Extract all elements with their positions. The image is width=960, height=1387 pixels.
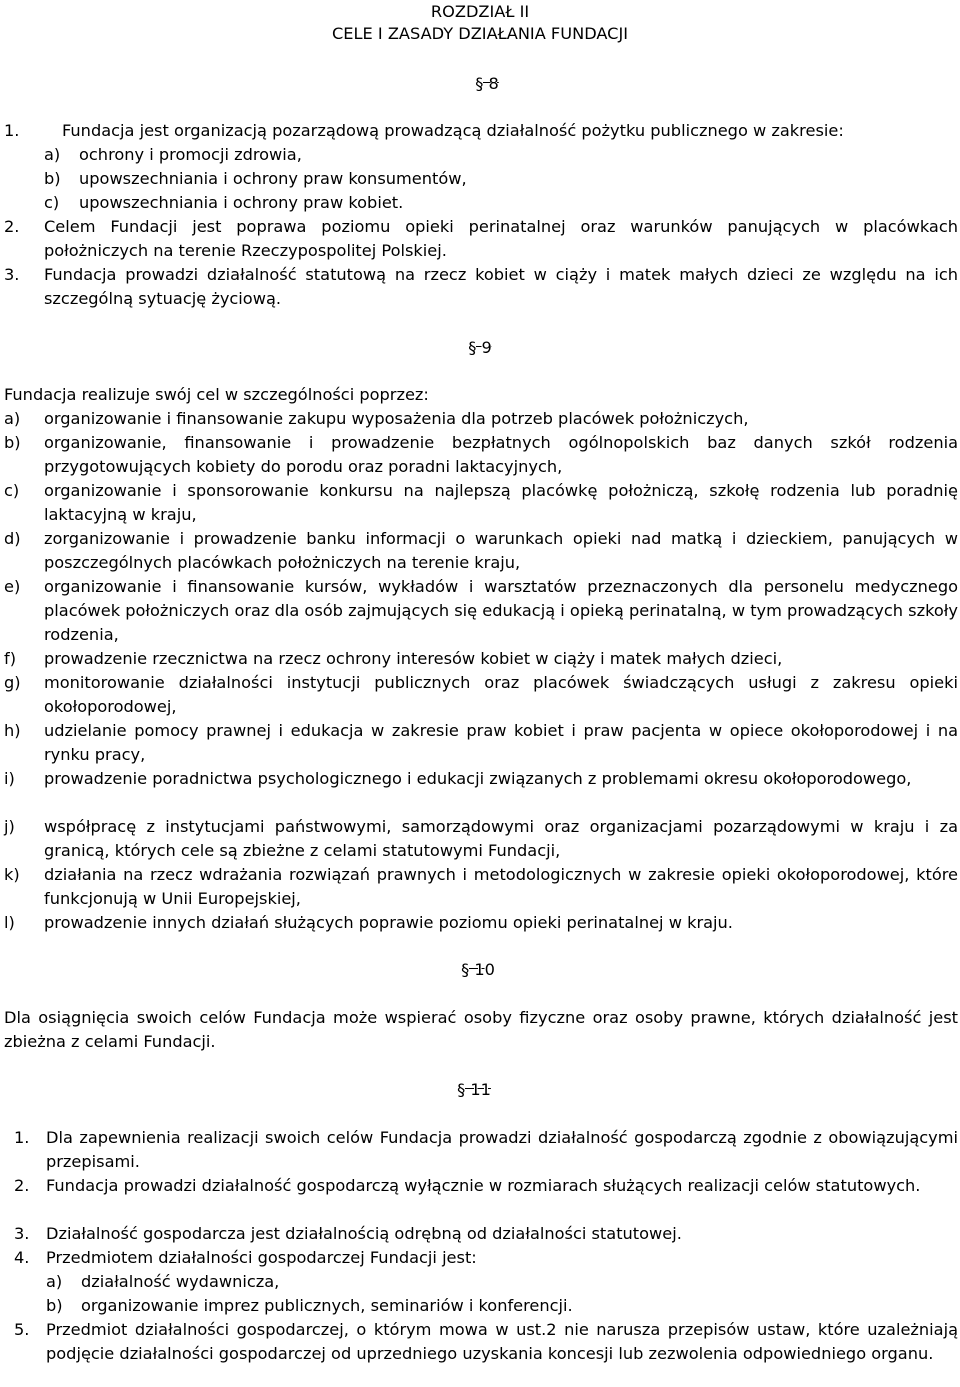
item-label: b) (4, 433, 21, 452)
item-label: k) (4, 865, 20, 884)
item-label: a) (46, 1272, 63, 1291)
item-label: c) (44, 193, 60, 212)
item-label: b) (46, 1296, 63, 1315)
item-text: Fundacja prowadzi działalność statutową na rzecz kobiet w ciąży i matek małych dzieci ze względu na ich szczególną sytuację życiową. (44, 265, 958, 308)
item-text: ochrony i promocji zdrowia, (79, 145, 302, 164)
item-text: działalność wydawnicza, (81, 1272, 280, 1291)
item-number: 5. (14, 1320, 30, 1339)
item-label: a) (4, 409, 21, 428)
item-number: 2. (4, 217, 20, 236)
item-text: organizowanie i sponsorowanie konkursu na najlepszą placówkę położniczą, szkołę rodzenia lub poradnię laktacyjną w kraju, (44, 481, 958, 524)
item-label: f) (4, 649, 17, 668)
item-text: Dla zapewnienia realizacji swoich celów Fundacja prowadzi działalność gospodarczą zgodnie z obowiązującymi przepisami. (46, 1128, 958, 1171)
item-number: 4. (14, 1248, 30, 1267)
item-text: prowadzenie innych działań służących poprawie poziomu opieki perinatalnej w kraju. (44, 913, 733, 932)
item-text: zorganizowanie i prowadzenie banku informacji o warunkach opieki nad matką i dzieckiem, panujących w poszczególnych placówkach położniczych na terenie kraju, (44, 529, 958, 572)
item-text: Przedmiot działalności gospodarczej, o którym mowa w ust.2 nie narusza przepisów ustaw, które uzależniają podjęcie działalności gospodarczej od uprzedniego uzyskania koncesji lub zezwolenia odpowiedniego organu. (46, 1320, 958, 1363)
chapter-subtitle: CELE I ZASADY DZIAŁANIA FUNDACJI (331, 24, 629, 43)
item-number: 3. (4, 265, 20, 284)
item-text: współpracę z instytucjami państwowymi, samorządowymi oraz organizacjami pozarządowymi w kraju i za granicą, których cele są zbieżne z celami statutowymi Fundacji, (44, 817, 958, 860)
item-text: organizowanie i finansowanie zakupu wyposażenia dla potrzeb placówek położniczych, (44, 409, 749, 428)
item-text: Celem Fundacji jest poprawa poziomu opieki perinatalnej oraz warunków panujących w placówkach położniczych na terenie Rzeczypospolitej Polskiej. (44, 217, 958, 260)
item-label: c) (4, 481, 20, 500)
item-number: 1. (4, 121, 20, 140)
section-10-heading: § 10 (461, 960, 495, 979)
item-text: upowszechniania i ochrony praw konsumentów, (79, 169, 467, 188)
chapter-title: ROZDZIAŁ II (430, 2, 530, 21)
item-text: Przedmiotem działalności gospodarczej Fundacji jest: (46, 1248, 477, 1267)
item-label: i) (4, 769, 15, 788)
item-label: b) (44, 169, 61, 188)
section-9-heading: § 9 (468, 338, 492, 357)
item-text: organizowanie i finansowanie kursów, wykładów i warsztatów przeznaczonych dla personelu medycznego placówek położniczych oraz dla osób zajmujących się edukacją i opieką perinatalną, w tym prowadzących szkoły rodzenia, (44, 577, 958, 644)
item-text: prowadzenie rzecznictwa na rzecz ochrony interesów kobiet w ciąży i matek małych dzieci, (44, 649, 783, 668)
item-text: działania na rzecz wdrażania rozwiązań prawnych i metodologicznych w zakresie opieki okołoporodowej, które funkcjonują w Unii Europejskiej, (44, 865, 958, 908)
item-label: h) (4, 721, 21, 740)
item-label: l) (4, 913, 15, 932)
item-label: e) (4, 577, 21, 596)
item-text: upowszechniania i ochrony praw kobiet. (79, 193, 404, 212)
s10-paragraph: Dla osiągnięcia swoich celów Fundacja może wspierać osoby fizyczne oraz osoby prawne, których działalność jest zbieżna z celami Fundacji. (4, 1008, 958, 1051)
item-label: a) (44, 145, 61, 164)
item-number: 2. (14, 1176, 30, 1195)
item-text: Fundacja jest organizacją pozarządową prowadzącą działalność pożytku publicznego w zakresie: (62, 121, 844, 140)
item-text: prowadzenie poradnictwa psychologicznego i edukacji związanych z problemami okresu okołoporodowego, (44, 769, 912, 788)
item-number: 1. (14, 1128, 30, 1147)
item-text: organizowanie, finansowanie i prowadzenie bezpłatnych ogólnopolskich baz danych szkół rodzenia przygotowujących kobiety do porodu oraz poradni laktacyjnych, (44, 433, 958, 476)
item-text: monitorowanie działalności instytucji publicznych oraz placówek świadczących usługi z zakresu opieki okołoporodowej, (44, 673, 958, 716)
item-number: 3. (14, 1224, 30, 1243)
item-label: d) (4, 529, 21, 548)
s9-intro: Fundacja realizuje swój cel w szczególności poprzez: (4, 385, 429, 404)
item-text: organizowanie imprez publicznych, seminariów i konferencji. (81, 1296, 573, 1315)
item-label: g) (4, 673, 21, 692)
item-text: Działalność gospodarcza jest działalnością odrębną od działalności statutowej. (46, 1224, 682, 1243)
item-label: j) (4, 817, 15, 836)
section-11-heading: § 11 (457, 1080, 491, 1099)
item-text: Fundacja prowadzi działalność gospodarczą wyłącznie w rozmiarach służących realizacji celów statutowych. (46, 1176, 921, 1195)
section-8-heading: § 8 (475, 74, 499, 93)
item-text: udzielanie pomocy prawnej i edukacja w zakresie praw kobiet i praw pacjenta w opiece okołoporodowej i na rynku pracy, (44, 721, 958, 764)
